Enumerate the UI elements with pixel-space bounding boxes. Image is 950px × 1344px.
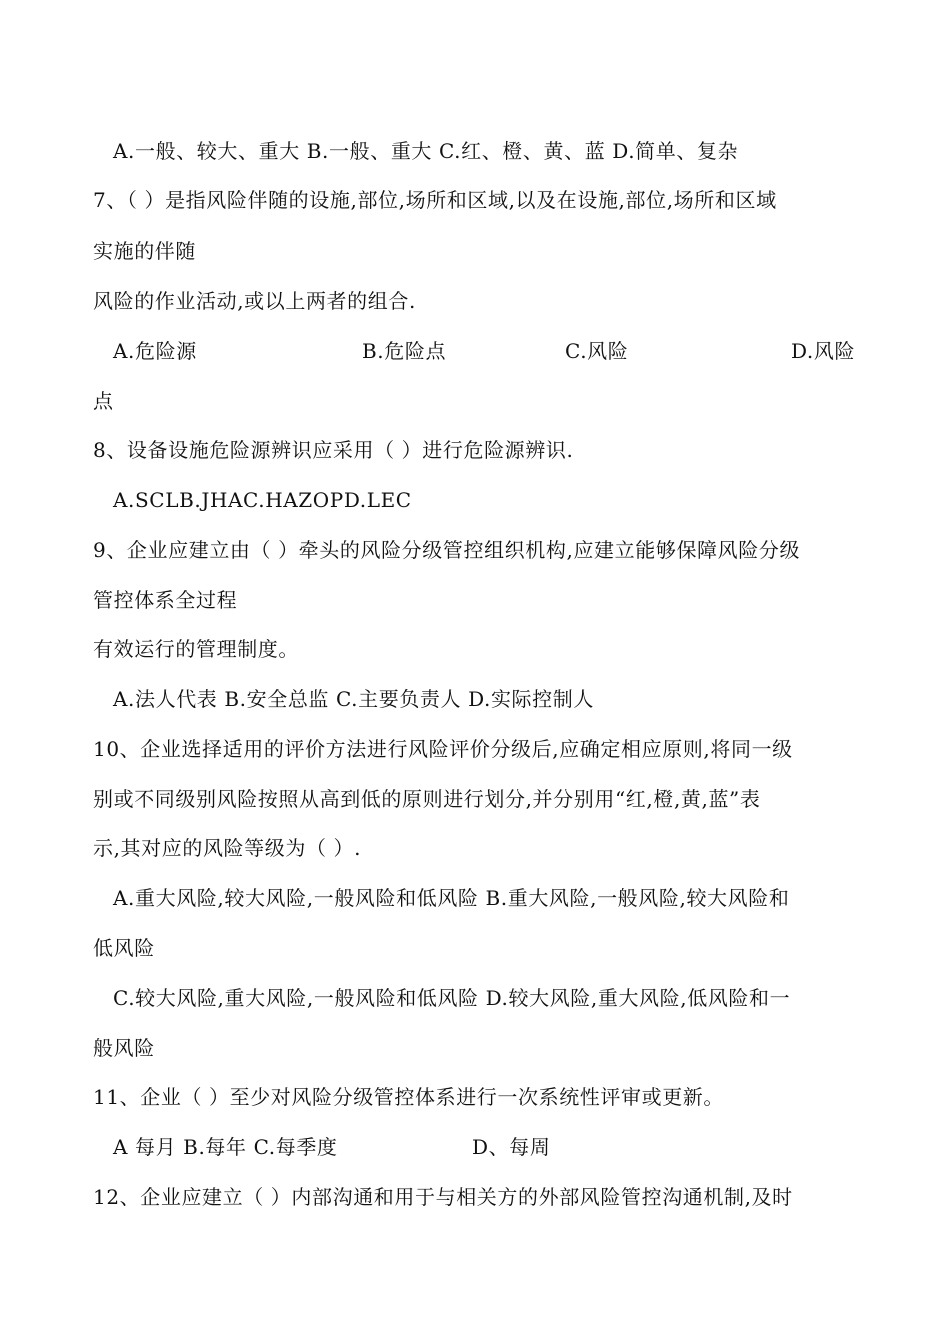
q9-text-line-1: 9、企业应建立由（ ）牵头的风险分级管控组织机构,应建立能够保障风险分级 (93, 538, 801, 562)
q10-options-line-3: C.较大风险,重大风险,一般风险和低风险 D.较大风险,重大风险,低风险和一 (113, 986, 791, 1010)
q9-text-line-2: 管控体系全过程 (93, 588, 238, 612)
q7-option-d-wrap: 点 (93, 389, 114, 413)
q11-text: 11、企业（ ）至少对风险分级管控体系进行一次系统性评审或更新。 (93, 1085, 725, 1109)
q7-text-line-2: 实施的伴随 (93, 239, 196, 263)
q7-option-c: C.风险 (565, 339, 629, 363)
q10-text-line-3: 示,其对应的风险等级为（ ）. (93, 836, 362, 860)
q7-option-d: D.风险 (791, 339, 856, 363)
q7-text-line-1: 7、（ ）是指风险伴随的设施,部位,场所和区域,以及在设施,部位,场所和区域 (93, 188, 777, 212)
q10-options-line-1: A.重大风险,较大风险,一般风险和低风险 B.重大风险,一般风险,较大风险和 (113, 886, 790, 910)
q11-options-abc: A 每月 B.每年 C.每季度 (113, 1135, 338, 1159)
q11-option-d: D、每周 (472, 1135, 551, 1159)
q8-text: 8、设备设施危险源辨识应采用（ ）进行危险源辨识. (93, 438, 574, 462)
q9-text-line-3: 有效运行的管理制度。 (93, 637, 299, 661)
q10-options-line-2: 低风险 (93, 936, 155, 960)
q7-option-b: B.危险点 (362, 339, 447, 363)
q10-text-line-2: 别或不同级别风险按照从高到低的原则进行划分,并分别用“红,橙,黄,蓝”表 (93, 787, 761, 811)
q10-text-line-1: 10、企业选择适用的评价方法进行风险评价分级后,应确定相应原则,将同一级 (93, 737, 793, 761)
q6-options: A.一般、较大、重大 B.一般、重大 C.红、橙、黄、蓝 D.简单、复杂 (113, 139, 739, 163)
q8-options: A.SCLB.JHAC.HAZOPD.LEC (113, 488, 412, 512)
q9-options: A.法人代表 B.安全总监 C.主要负责人 D.实际控制人 (113, 687, 594, 711)
q7-option-a: A.危险源 (113, 339, 197, 363)
q10-options-line-4: 般风险 (93, 1036, 155, 1060)
q7-text-line-3: 风险的作业活动,或以上两者的组合. (93, 289, 416, 313)
q12-text-line-1: 12、企业应建立（ ）内部沟通和用于与相关方的外部风险管控沟通机制,及时 (93, 1185, 793, 1209)
